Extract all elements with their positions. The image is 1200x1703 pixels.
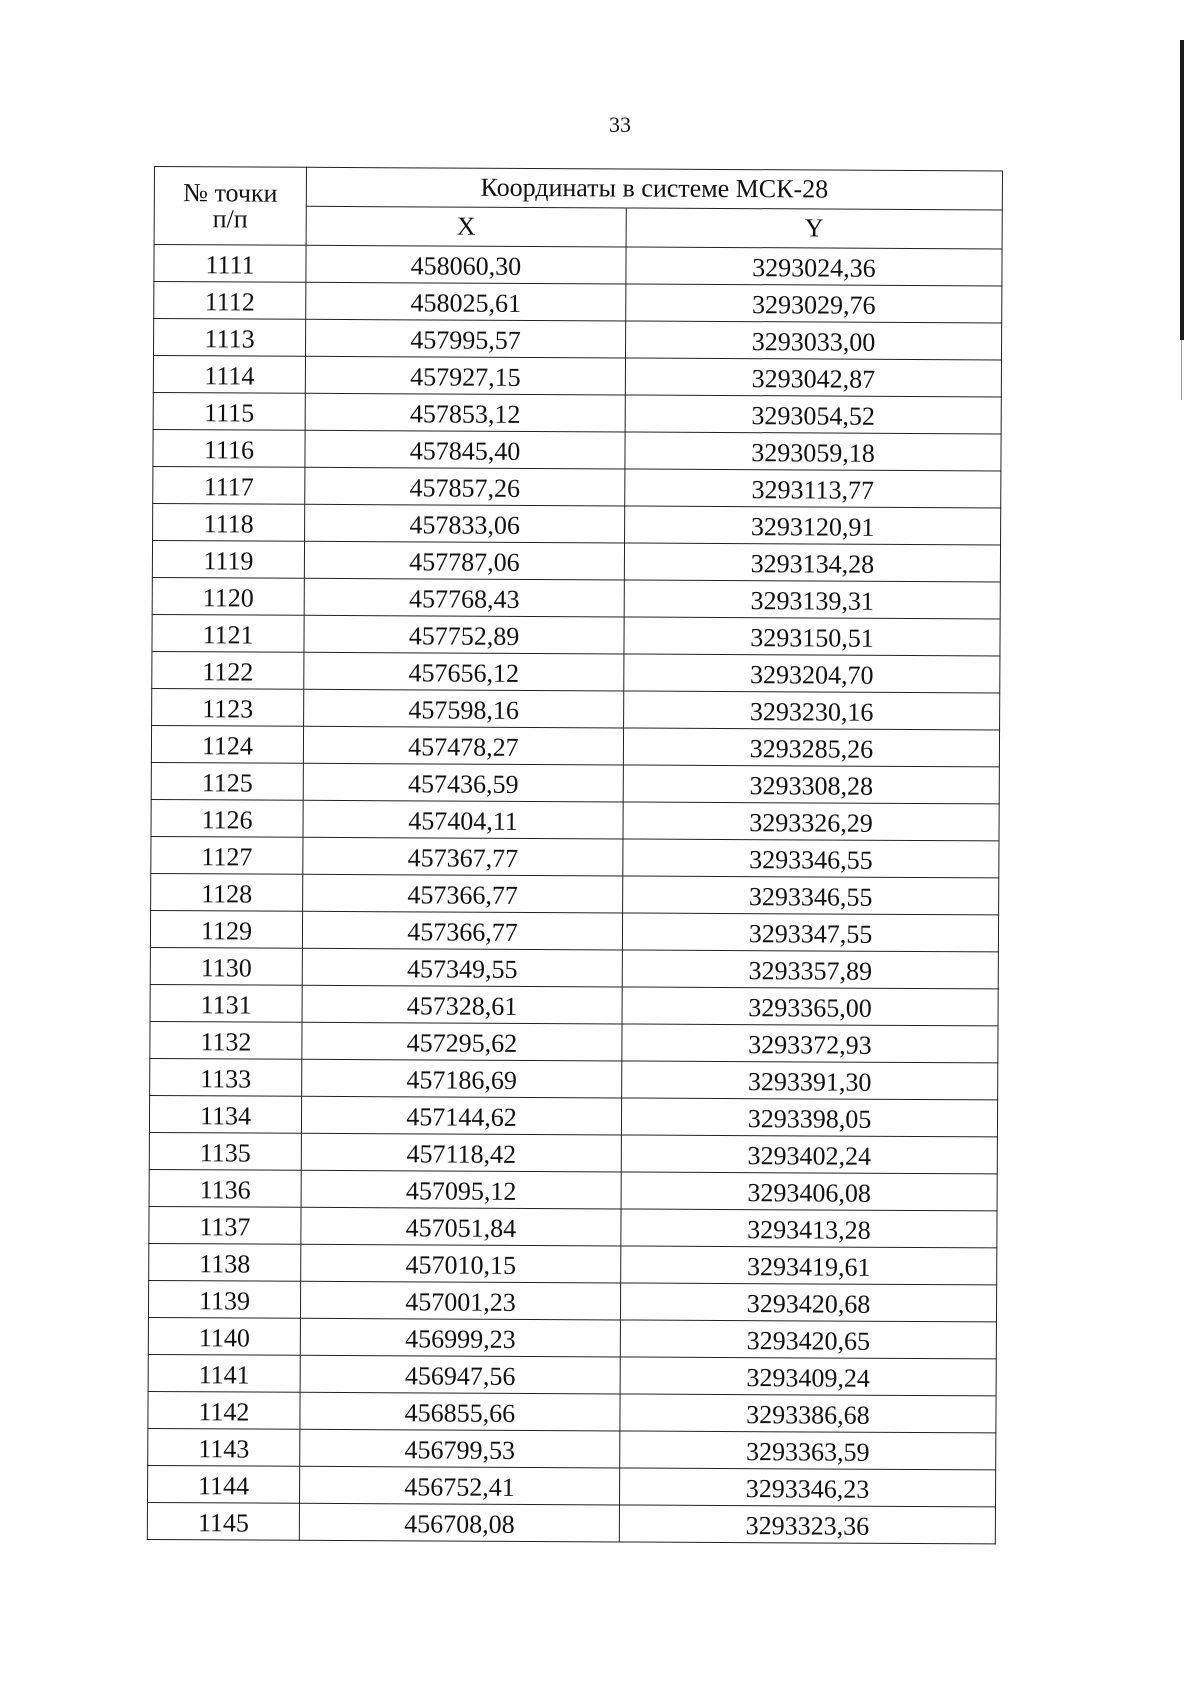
table-row <box>148 1354 996 1395</box>
x-coordinate-cell: 458060,30 <box>306 245 626 284</box>
x-column-header: X <box>306 206 626 247</box>
y-coordinate-cell: 3293113,77 <box>625 469 1001 508</box>
point-number-cell: 1142 <box>148 1391 300 1429</box>
x-coordinate-cell: 457186,69 <box>302 1059 622 1098</box>
y-coordinate-cell: 3293326,29 <box>623 802 999 841</box>
table-row <box>151 873 999 914</box>
page-number: 33 <box>609 112 631 137</box>
scan-edge-line <box>1180 40 1184 340</box>
y-coordinate-cell: 3293285,26 <box>623 728 999 767</box>
table-row <box>150 1058 998 1099</box>
point-number-cell: 1112 <box>154 282 306 320</box>
table-row <box>151 836 999 877</box>
point-number-header-line2: п/п <box>212 203 248 233</box>
x-coordinate-cell: 458025,61 <box>306 282 626 321</box>
table-row <box>152 688 1000 729</box>
y-coordinate-cell: 3293420,68 <box>620 1283 996 1322</box>
y-coordinate-cell: 3293346,55 <box>623 876 999 915</box>
table-row <box>153 392 1001 433</box>
table-row <box>148 1280 996 1321</box>
x-coordinate-cell: 457752,89 <box>304 615 624 654</box>
point-number-cell: 1131 <box>150 984 302 1022</box>
y-coordinate-cell: 3293406,08 <box>621 1172 997 1211</box>
point-number-cell: 1144 <box>148 1465 300 1503</box>
coordinates-group-header: Координаты в системе МСК-28 <box>306 167 1002 210</box>
point-number-cell: 1134 <box>149 1095 301 1133</box>
x-coordinate-cell: 457404,11 <box>303 800 623 839</box>
x-coordinate-cell: 457833,06 <box>305 504 625 543</box>
table-row <box>150 1021 998 1062</box>
y-coordinate-cell: 3293042,87 <box>625 358 1001 397</box>
x-coordinate-cell: 457853,12 <box>305 393 625 432</box>
point-number-cell: 1111 <box>154 245 306 283</box>
y-coordinate-cell: 3293323,36 <box>619 1505 995 1544</box>
x-coordinate-cell: 457656,12 <box>304 652 624 691</box>
table-row <box>148 1465 996 1506</box>
table-row <box>152 540 1000 581</box>
point-number-cell: 1125 <box>151 762 303 800</box>
point-number-cell: 1122 <box>152 651 304 689</box>
point-number-cell: 1119 <box>152 540 304 578</box>
coordinates-table <box>147 166 1003 1544</box>
x-coordinate-cell: 457051,84 <box>301 1207 621 1246</box>
x-coordinate-cell: 457845,40 <box>305 430 625 469</box>
point-number-header <box>154 167 306 246</box>
x-coordinate-cell: 457768,43 <box>304 578 624 617</box>
y-coordinate-cell: 3293120,91 <box>625 506 1001 545</box>
table-body <box>147 245 1002 1544</box>
point-number-cell: 1118 <box>153 503 305 541</box>
x-coordinate-cell: 457927,15 <box>305 356 625 395</box>
x-coordinate-cell: 456855,66 <box>300 1392 620 1431</box>
point-number-cell: 1127 <box>151 836 303 874</box>
point-number-cell: 1128 <box>151 873 303 911</box>
table-row <box>149 1243 997 1284</box>
point-number-cell: 1130 <box>150 947 302 985</box>
table-row <box>149 1132 997 1173</box>
y-coordinate-cell: 3293402,24 <box>621 1135 997 1174</box>
table-row <box>151 799 999 840</box>
y-coordinate-cell: 3293308,28 <box>623 765 999 804</box>
point-number-cell: 1136 <box>149 1169 301 1207</box>
table-header-row <box>154 167 1002 210</box>
x-coordinate-cell: 456752,41 <box>300 1466 620 1505</box>
table-row <box>153 466 1001 507</box>
y-coordinate-cell: 3293413,28 <box>621 1209 997 1248</box>
y-coordinate-cell: 3293398,05 <box>621 1098 997 1137</box>
x-coordinate-cell: 457001,23 <box>300 1281 620 1320</box>
x-coordinate-cell: 456947,56 <box>300 1355 620 1394</box>
y-coordinate-cell: 3293391,30 <box>622 1061 998 1100</box>
point-number-cell: 1138 <box>149 1243 301 1281</box>
x-coordinate-cell: 457366,77 <box>302 911 622 950</box>
x-coordinate-cell: 457598,16 <box>304 689 624 728</box>
table-row <box>151 725 999 766</box>
point-number-cell: 1116 <box>153 429 305 467</box>
table-row <box>147 1502 995 1543</box>
table-row <box>153 356 1001 397</box>
table-row <box>150 910 998 951</box>
x-coordinate-cell: 457328,61 <box>302 985 622 1024</box>
point-number-cell: 1129 <box>150 910 302 948</box>
point-number-cell: 1126 <box>151 799 303 837</box>
point-number-cell: 1143 <box>148 1428 300 1466</box>
table-row <box>152 614 1000 655</box>
point-number-cell: 1133 <box>150 1058 302 1096</box>
table-row <box>150 984 998 1025</box>
y-coordinate-cell: 3293346,23 <box>619 1468 995 1507</box>
y-coordinate-cell: 3293347,55 <box>622 913 998 952</box>
y-coordinate-cell: 3293386,68 <box>620 1394 996 1433</box>
y-coordinate-cell: 3293054,52 <box>625 395 1001 434</box>
y-coordinate-cell: 3293059,18 <box>625 432 1001 471</box>
y-coordinate-cell: 3293150,51 <box>624 617 1000 656</box>
x-coordinate-cell: 457366,77 <box>303 874 623 913</box>
x-coordinate-cell: 457349,55 <box>302 948 622 987</box>
x-coordinate-cell: 457095,12 <box>301 1170 621 1209</box>
table-row <box>154 245 1002 286</box>
y-coordinate-cell: 3293230,16 <box>624 691 1000 730</box>
y-column-header: Y <box>626 208 1002 249</box>
table-row <box>152 651 1000 692</box>
table-row <box>154 282 1002 323</box>
x-coordinate-cell: 456708,08 <box>299 1503 619 1542</box>
point-number-cell: 1113 <box>154 319 306 357</box>
x-coordinate-cell: 457010,15 <box>301 1244 621 1283</box>
y-coordinate-cell: 3293419,61 <box>621 1246 997 1285</box>
y-coordinate-cell: 3293029,76 <box>626 284 1002 323</box>
table-row <box>153 503 1001 544</box>
point-number-cell: 1123 <box>152 688 304 726</box>
table-row <box>148 1428 996 1469</box>
x-coordinate-cell: 457144,62 <box>301 1096 621 1135</box>
table-row <box>153 429 1001 470</box>
point-number-cell: 1145 <box>147 1502 299 1540</box>
point-number-cell: 1135 <box>149 1132 301 1170</box>
point-number-cell: 1121 <box>152 614 304 652</box>
y-coordinate-cell: 3293372,93 <box>622 1024 998 1063</box>
x-coordinate-cell: 456999,23 <box>300 1318 620 1357</box>
y-coordinate-cell: 3293204,70 <box>624 654 1000 693</box>
x-coordinate-cell: 457857,26 <box>305 467 625 506</box>
y-coordinate-cell: 3293024,36 <box>626 247 1002 286</box>
point-number-header-line1: № точки <box>183 177 278 208</box>
table-row <box>152 577 1000 618</box>
y-coordinate-cell: 3293033,00 <box>626 321 1002 360</box>
table-row <box>149 1206 997 1247</box>
y-coordinate-cell: 3293420,65 <box>620 1320 996 1359</box>
table-row <box>149 1095 997 1136</box>
x-coordinate-cell: 457295,62 <box>302 1022 622 1061</box>
table-row <box>148 1317 996 1358</box>
table-row <box>149 1169 997 1210</box>
table-row <box>150 947 998 988</box>
x-coordinate-cell: 457118,42 <box>301 1133 621 1172</box>
point-number-cell: 1115 <box>153 392 305 430</box>
x-coordinate-cell: 457995,57 <box>306 319 626 358</box>
table-row <box>154 319 1002 360</box>
point-number-cell: 1137 <box>149 1206 301 1244</box>
point-number-cell: 1114 <box>153 356 305 394</box>
y-coordinate-cell: 3293139,31 <box>624 580 1000 619</box>
table-row <box>151 762 999 803</box>
point-number-cell: 1141 <box>148 1354 300 1392</box>
x-coordinate-cell: 456799,53 <box>300 1429 620 1468</box>
x-coordinate-cell: 457787,06 <box>304 541 624 580</box>
x-coordinate-cell: 457478,27 <box>303 726 623 765</box>
y-coordinate-cell: 3293346,55 <box>623 839 999 878</box>
point-number-cell: 1132 <box>150 1021 302 1059</box>
point-number-cell: 1140 <box>148 1317 300 1355</box>
y-coordinate-cell: 3293134,28 <box>624 543 1000 582</box>
point-number-cell: 1124 <box>151 725 303 763</box>
x-coordinate-cell: 457436,59 <box>303 763 623 802</box>
y-coordinate-cell: 3293409,24 <box>620 1357 996 1396</box>
point-number-cell: 1139 <box>148 1280 300 1318</box>
point-number-cell: 1120 <box>152 577 304 615</box>
x-coordinate-cell: 457367,77 <box>303 837 623 876</box>
point-number-cell: 1117 <box>153 466 305 504</box>
y-coordinate-cell: 3293363,59 <box>620 1431 996 1470</box>
scan-edge-line-faint <box>1181 340 1182 400</box>
y-coordinate-cell: 3293365,00 <box>622 987 998 1026</box>
table-row <box>148 1391 996 1432</box>
y-coordinate-cell: 3293357,89 <box>622 950 998 989</box>
